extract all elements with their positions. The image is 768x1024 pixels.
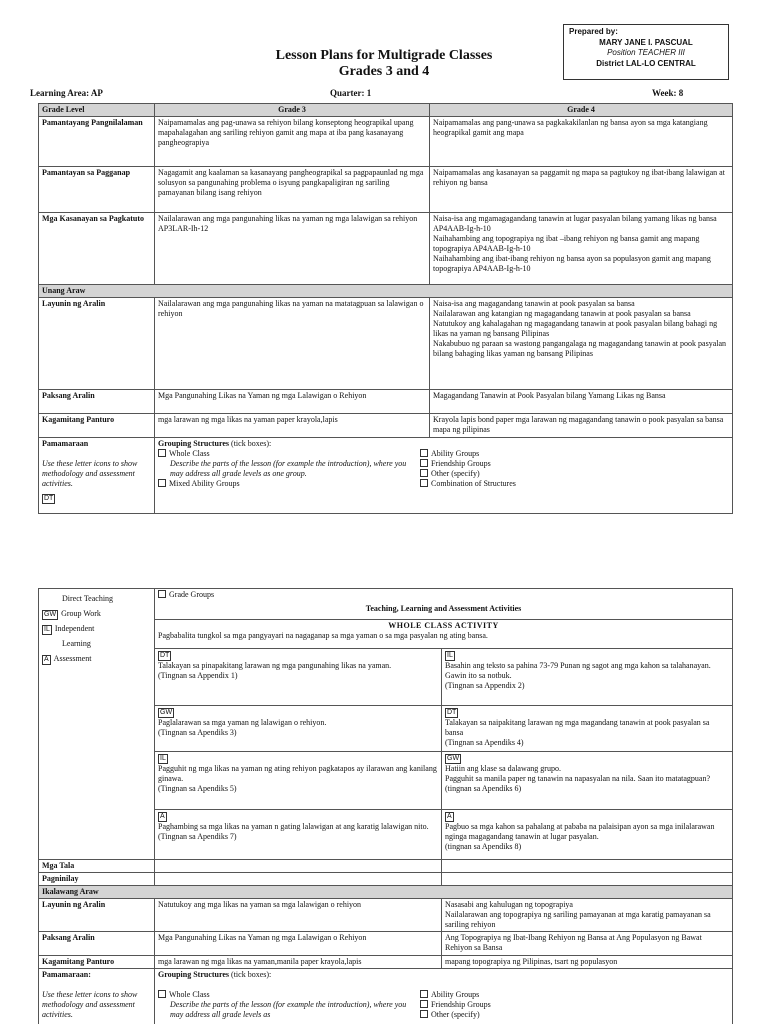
lesson-table-2 bbox=[38, 588, 733, 1024]
grade-3-activity bbox=[155, 649, 442, 706]
activity-ref: (Tingnan sa Apendiks 7) bbox=[158, 832, 237, 841]
grouping-title: Grouping Structures bbox=[158, 439, 230, 448]
quarter: Quarter: 1 bbox=[330, 88, 372, 98]
grade-4-cell: Krayola lapis bond paper mga larawan ng magagandang tanawin o pook pasyalan sa bansa mapa ng pilipinas bbox=[430, 414, 733, 438]
pagninilay-row bbox=[39, 873, 733, 886]
grade-3-cell: Mga Pangunahing Likas na Yaman ng mga Lalawigan o Rehiyon bbox=[155, 932, 442, 956]
option-label: Mixed Ability Groups bbox=[169, 479, 240, 488]
week: Week: 8 bbox=[652, 88, 684, 98]
mga-tala-row bbox=[39, 860, 733, 873]
a-letter-icon: A bbox=[447, 813, 452, 820]
row-label: Layunin ng Aralin bbox=[39, 298, 155, 390]
il-letter-icon: IL bbox=[447, 652, 453, 659]
legend-group-work: Group Work bbox=[61, 609, 101, 618]
grade-4-activity bbox=[442, 649, 733, 706]
empty-cell bbox=[155, 873, 442, 886]
il-letter-icon: IL bbox=[160, 755, 166, 762]
option-label: Whole Class bbox=[169, 990, 210, 999]
activity-text: Talakayan sa pinapakitang larawan ng mga pangunahing likas na yaman. bbox=[158, 661, 392, 670]
whole-class-title: WHOLE CLASS ACTIVITY bbox=[388, 621, 499, 630]
row-label: Mga Kasanayan sa Pagkatuto bbox=[39, 213, 155, 285]
option-label: Combination of Structures bbox=[431, 479, 516, 488]
row-label: Paksang Aralin bbox=[39, 390, 155, 414]
activity-ref: (Tingnan sa Appendix 2) bbox=[445, 681, 525, 690]
empty-cell bbox=[442, 860, 733, 873]
gw-letter-icon: GW bbox=[160, 709, 173, 716]
table-row bbox=[39, 167, 733, 213]
grade-3-cell: Nailalarawan ang mga pangunahing likas na yaman ng mga lalawigan sa rehiyon AP3LAR-Ih-12 bbox=[155, 213, 430, 285]
teacher-district: District LAL-LO CENTRAL bbox=[596, 58, 696, 68]
teacher-name: MARY JANE I. PASCUAL bbox=[599, 37, 693, 47]
header-grade-level: Grade Level bbox=[39, 104, 155, 117]
pamamaraan-label-cell bbox=[39, 438, 155, 514]
legend-independent: Independent bbox=[54, 624, 95, 633]
gw-letter-icon: GW bbox=[447, 755, 460, 762]
grade-4-cell: Nasasabi ang kahulugan ng topograpiya Nailalarawan ang topograpiya ng sariling pamayanan at mga karatig pamayanan sa sariling rehiyon bbox=[442, 899, 733, 932]
grade-3-cell: Nagagamit ang kaalaman sa kasanayang pangheograpikal sa pagpapaunlad ng mga solusyon sa pangunahing problema o isyung pangkapaligiran ng sariling pamayanan bilang isang rehiyon bbox=[155, 167, 430, 213]
grade-4-cell: Naisa-isa ang magagandang tanawin at pook pasyalan sa bansa Nailalarawan ang katangian ng magagandang tanawin at pook pasyalan sa bansa Natutukoy ang kahalagahan ng magagandang tanawin at pook pasyalan bilang bahagi ng likas na yaman ng bansang Pilipinas Nakabubuo ng paraan sa wastong pangangalaga ng magagandang tanawin at pook pasyalan bilang bahaging likas yaman ng bansang Pilipinas bbox=[430, 298, 733, 390]
row-label: Pamantayan sa Pagganap bbox=[39, 167, 155, 213]
table-row bbox=[39, 298, 733, 390]
tla-title: Teaching, Learning and Assessment Activities bbox=[365, 604, 522, 613]
other-checkbox[interactable] bbox=[420, 1010, 428, 1018]
grade-3-cell: Nailalarawan ang mga pangunahing likas na yaman na matatagpuan sa lalawigan o rehiyon bbox=[155, 298, 430, 390]
il-letter-icon: IL bbox=[44, 626, 50, 633]
learning-area: Learning Area: AP bbox=[30, 88, 103, 98]
grade-3-cell: Mga Pangunahing Likas na Yaman ng mga Lalawigan o Rehiyon bbox=[155, 390, 430, 414]
table-row bbox=[39, 899, 733, 932]
grade-3-cell: mga larawan ng mga likas na yaman,manila paper krayola,lapis bbox=[155, 956, 442, 969]
teacher-position: Position TEACHER III bbox=[607, 48, 685, 57]
empty-cell bbox=[442, 873, 733, 886]
grade-4-activity bbox=[442, 706, 733, 752]
pamamaraan-label: Pamamaraan bbox=[42, 439, 89, 448]
icon-note: Use these letter icons to show methodology and assessment activities. bbox=[42, 459, 138, 488]
grade-4-cell: Naipamamalas ang kasanayan sa paggamit ng mapa sa pagtukoy ng ibat-ibang lalawigan at rehiyon ng bansa bbox=[430, 167, 733, 213]
describe-note: Describe the parts of the lesson (for example the introduction), where you may address all grade levels as bbox=[170, 1000, 407, 1019]
methodology-legend bbox=[39, 589, 155, 860]
grade-4-cell: Magagandang Tanawin at Pook Pasyalan bilang Yamang Likas ng Bansa bbox=[430, 390, 733, 414]
grouping-suffix: (tick boxes): bbox=[229, 439, 272, 448]
a-letter-icon: A bbox=[160, 813, 165, 820]
row-label: Paksang Aralin bbox=[39, 932, 155, 956]
title-line-1: Lesson Plans for Multigrade Classes bbox=[275, 48, 493, 63]
activity-text: Paglalarawan sa mga yaman ng lalawigan o rehiyon. bbox=[158, 718, 327, 727]
dt-letter-icon: DT bbox=[44, 495, 54, 502]
row-label: Kagamitang Panturo bbox=[39, 956, 155, 969]
grouping-structures-cell bbox=[155, 438, 733, 514]
grade-groups-checkbox[interactable] bbox=[158, 590, 166, 598]
activity-ref: (Tingnan sa Apendiks 5) bbox=[158, 784, 237, 793]
activity-text: Paghambing sa mga likas na yaman n gating lalawigan at ang karatig lalawigan nito. bbox=[158, 822, 429, 831]
option-label: Ability Groups bbox=[431, 990, 480, 999]
legend-direct-teaching: Direct Teaching bbox=[62, 594, 114, 603]
pamamaraan-row bbox=[39, 438, 733, 514]
table-row bbox=[39, 213, 733, 285]
grouping-suffix: (tick boxes): bbox=[229, 970, 272, 979]
legend-learning: Learning bbox=[62, 639, 91, 648]
option-label: Other (specify) bbox=[431, 469, 480, 478]
row-label: Kagamitang Panturo bbox=[39, 414, 155, 438]
header-grade-4: Grade 4 bbox=[430, 104, 733, 117]
whole-class-checkbox[interactable] bbox=[158, 990, 166, 998]
day-1-label: Unang Araw bbox=[39, 285, 733, 298]
activity-ref: (Tingnan sa Apendiks 3) bbox=[158, 728, 237, 737]
grade-4-activity bbox=[442, 752, 733, 810]
grade-3-activity bbox=[155, 706, 442, 752]
table-header-row bbox=[39, 104, 733, 117]
describe-note: Describe the parts of the lesson (for example the introduction), where you may address all grade levels as one group. bbox=[170, 459, 407, 478]
grouping-structures-cell bbox=[155, 969, 733, 1024]
grade-3-activity bbox=[155, 810, 442, 860]
pamamaraan-label: Pamamaraan: bbox=[42, 970, 91, 979]
grade-3-cell: Naipamamalas ang pag-unawa sa rehiyon bilang konseptong heograpikal upang mapahalagahan ang sariling rehiyon gamit ang mapa at iba pang kasanayang pangheograpiya bbox=[155, 117, 430, 167]
activity-ref: (Tingnan sa Apendiks 4) bbox=[445, 738, 524, 747]
lesson-plan-page-2 bbox=[0, 560, 768, 1024]
table-row bbox=[39, 414, 733, 438]
activity-ref: (tingnan sa Apendiks 6) bbox=[445, 784, 522, 793]
title-line-2: Grades 3 and 4 bbox=[338, 64, 430, 79]
pamamaraan-label-cell bbox=[39, 969, 155, 1024]
grade-4-cell: Ang Topograpiya ng Ibat-Ibang Rehiyon ng Bansa at Ang Populasyon ng Bawat Rehiyon sa Bansa bbox=[442, 932, 733, 956]
ability-groups-checkbox[interactable] bbox=[420, 990, 428, 998]
option-label: Friendship Groups bbox=[431, 1000, 491, 1009]
row-label: Layunin ng Aralin bbox=[39, 899, 155, 932]
legend-assessment: Assessment bbox=[53, 654, 92, 663]
option-label: Ability Groups bbox=[431, 449, 480, 458]
grade-groups-cell bbox=[155, 589, 733, 620]
activity-text: Pagbuo sa mga kahon sa pahalang at pababa na palaisipan ayon sa mga inilalarawan nginga magagandang tanawin at lugar pasyalan. bbox=[445, 822, 715, 841]
mixed-ability-checkbox[interactable] bbox=[158, 479, 166, 487]
row-label: Pamantayang Pangnilalaman bbox=[39, 117, 155, 167]
grade-4-cell: Naipamamalas ang pang-unawa sa pagkakakilanlan ng bansa ayon sa mga katangiang heograpikal gamit ang mapa bbox=[430, 117, 733, 167]
ability-groups-checkbox[interactable] bbox=[420, 449, 428, 457]
friendship-groups-checkbox[interactable] bbox=[420, 1000, 428, 1008]
prepared-by-heading: Prepared by: bbox=[569, 27, 618, 36]
empty-cell bbox=[155, 860, 442, 873]
table-row bbox=[39, 390, 733, 414]
option-label: Friendship Groups bbox=[431, 459, 491, 468]
grade-4-cell: mapang topograpiya ng Pilipinas, tsart ng populasyon bbox=[442, 956, 733, 969]
grade-4-cell: Naisa-isa ang mgamagagandang tanawin at lugar pasyalan bilang yamang likas ng bansa AP4AAB-Ig-h-10 Naihahambing ang topograpiya ng ibat –ibang rehiyon ng bansa gamit ang mapang topograpiya AP4AAB-Ig-h-10 Naihahambing ang ibat-ibang rehiyon ng bansa ayon sa populasyon gamit ang mapang topograpiya AP4AAB-Ig-h-10 bbox=[430, 213, 733, 285]
combination-checkbox[interactable] bbox=[420, 479, 428, 487]
page-title bbox=[0, 48, 768, 80]
lesson-table-1 bbox=[38, 103, 733, 514]
whole-class-checkbox[interactable] bbox=[158, 449, 166, 457]
option-label: Whole Class bbox=[169, 449, 210, 458]
day-2-row bbox=[39, 886, 733, 899]
option-label: Other (specify) bbox=[431, 1010, 480, 1019]
grouping-title: Grouping Structures bbox=[158, 970, 230, 979]
pamamaraan-row bbox=[39, 969, 733, 1024]
grade-3-cell: mga larawan ng mga likas na yaman paper krayola,lapis bbox=[155, 414, 430, 438]
header-grade-3: Grade 3 bbox=[155, 104, 430, 117]
icon-note: Use these letter icons to show methodology and assessment activities. bbox=[42, 990, 138, 1019]
friendship-groups-checkbox[interactable] bbox=[420, 459, 428, 467]
activity-ref: (tingnan sa Apendiks 8) bbox=[445, 842, 522, 851]
activity-text: Pagguhit ng mga likas na yaman ng ating rehiyon pagkatapos ay ilarawan ang kanilang ginawa. bbox=[158, 764, 437, 783]
table-row bbox=[39, 956, 733, 969]
whole-class-text: Pagbabalita tungkol sa mga pangyayari na nagaganap sa mga yaman o sa mga pasyalan ng ating bansa. bbox=[158, 631, 488, 640]
activity-ref: (Tingnan sa Appendix 1) bbox=[158, 671, 238, 680]
activity-text: Hatiin ang klase sa dalawang grupo. Pagguhit sa manila paper ng tanawin na napasyalan na nila. Saan ito matatagpuan? bbox=[445, 764, 711, 783]
day-1-row bbox=[39, 285, 733, 298]
a-letter-icon: A bbox=[44, 656, 49, 663]
whole-class-cell bbox=[155, 620, 733, 649]
activities-row bbox=[39, 589, 733, 620]
grade-groups-label: Grade Groups bbox=[169, 590, 215, 599]
dt-letter-icon: DT bbox=[160, 652, 170, 659]
activity-text: Talakayan sa naipakitang larawan ng mga magandang tanawin at pook pasyalan sa bansa bbox=[445, 718, 710, 737]
table-row bbox=[39, 117, 733, 167]
grade-3-activity bbox=[155, 752, 442, 810]
dt-letter-icon: DT bbox=[447, 709, 457, 716]
pagninilay-label: Pagninilay bbox=[39, 873, 155, 886]
grade-3-cell: Natutukoy ang mga likas na yaman sa mga lalawigan o rehiyon bbox=[155, 899, 442, 932]
day-2-label: Ikalawang Araw bbox=[39, 886, 733, 899]
gw-letter-icon: GW bbox=[44, 611, 57, 618]
grade-4-activity bbox=[442, 810, 733, 860]
table-row bbox=[39, 932, 733, 956]
activity-text: Basahin ang teksto sa pahina 73-79 Punan ng sagot ang mga kahon sa talahanayan. Gawin ito sa notbuk. bbox=[445, 661, 711, 680]
mga-tala-label: Mga Tala bbox=[39, 860, 155, 873]
other-checkbox[interactable] bbox=[420, 469, 428, 477]
